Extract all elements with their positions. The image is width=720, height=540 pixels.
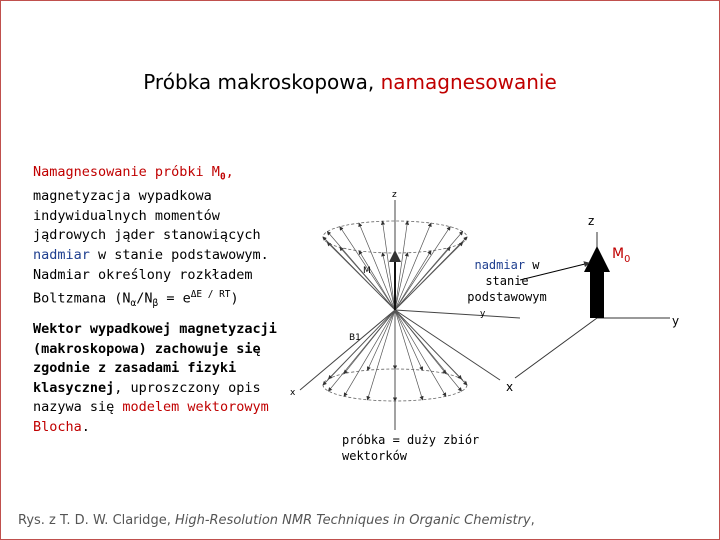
caption-prefix: Rys. z T. D. W. Claridge, — [18, 513, 175, 528]
p1-eq: = e — [158, 290, 191, 307]
p2-bold: Wektor wypadkowej magnetyzacji (makroskopowa) zachowuje się zgodnie z zasadami fizyki klasycznej — [33, 321, 277, 396]
spin-vector — [344, 310, 395, 396]
m0-sub: 0 — [624, 253, 631, 265]
excess-note-word: nadmiar — [474, 258, 526, 272]
p2-model: modelem wektorowym Blocha — [33, 399, 269, 435]
caption-book-title: High-Resolution NMR Techniques in Organic Chemistry — [174, 513, 531, 528]
title-highlight: namagnesowanie — [380, 70, 557, 94]
p2-end: . — [81, 418, 90, 435]
caption-suffix: , — [530, 513, 535, 528]
cone-label-B1: B1 — [349, 333, 361, 343]
p1-body1: magnetyzacja wypadkowa indywidualnych momentów jądrowych jąder stanowiących — [33, 188, 261, 244]
spin-vector — [323, 237, 395, 310]
p1-excess-word: nadmiar — [33, 247, 90, 264]
p1-comma: , — [225, 164, 234, 180]
spin-vector — [395, 223, 431, 310]
p1-slash: /N — [136, 290, 153, 307]
spin-vector — [395, 310, 446, 396]
right-label-x: x — [506, 380, 514, 394]
p1-line1-text: Namagnesowanie próbki M — [33, 164, 220, 180]
cone-label-y: y — [480, 309, 486, 319]
p1-body2: w stanie podstawowym. Nadmiar określony rozkładem Boltzmana (N — [33, 247, 269, 307]
spin-vector — [395, 253, 408, 310]
cone-label-M: M — [363, 266, 371, 276]
figure-caption — [18, 513, 535, 528]
right-axes — [515, 232, 670, 378]
excess-note — [452, 257, 562, 305]
right-label-z: z — [588, 214, 595, 228]
spin-vector — [382, 253, 395, 310]
spin-vector — [395, 251, 431, 310]
m0-letter: M — [612, 246, 625, 262]
right-label-y: y — [672, 314, 680, 328]
right-x-axis — [515, 318, 597, 378]
excess-note-rest: w stanie podstawowym — [467, 258, 547, 304]
spin-vector — [395, 310, 446, 374]
cone-axes — [300, 200, 520, 430]
spin-vector — [382, 221, 395, 310]
p1-exponent: ΔE / RT — [190, 289, 231, 301]
spin-vector — [395, 310, 462, 379]
m0-label — [612, 246, 630, 265]
cone-x-axis-back — [300, 310, 395, 390]
spin-vector — [367, 310, 395, 370]
spin-vector — [327, 232, 395, 310]
spin-vector — [359, 251, 395, 310]
spin-vector — [367, 310, 395, 400]
p1-alpha: α — [130, 298, 137, 310]
spin-vector — [395, 310, 423, 400]
sample-note: próbka = duży zbiór wektorków — [342, 433, 480, 463]
lower-spin-vectors — [323, 310, 467, 401]
cone-y-axis — [395, 310, 520, 318]
cone-label-z: z — [392, 190, 397, 200]
spin-vector — [328, 310, 395, 379]
p1-close: ) — [230, 290, 239, 307]
title-main: Próbka makroskopowa, — [143, 70, 381, 94]
p1-sub: 0 — [219, 171, 226, 183]
m0-arrow-shaft — [590, 270, 604, 318]
cone-label-x: x — [290, 388, 296, 398]
spin-vector — [395, 227, 450, 310]
p1-beta: β — [152, 298, 159, 310]
p2-rest: , uproszczony opis nazywa się — [33, 379, 261, 416]
spin-vector — [395, 221, 408, 310]
m0-arrow-head — [584, 246, 610, 272]
